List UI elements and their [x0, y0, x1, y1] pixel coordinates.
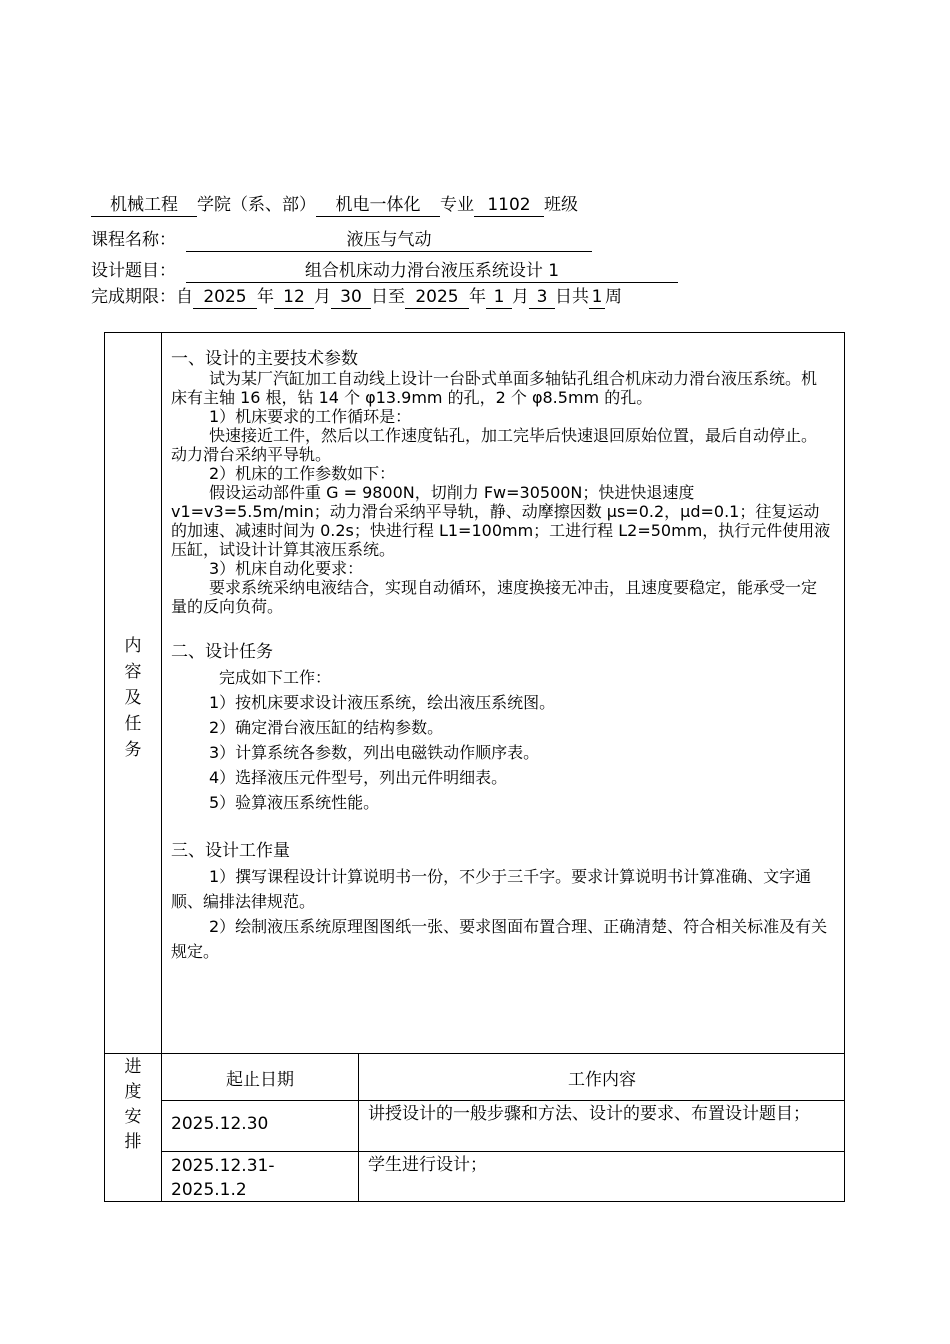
- section3-paragraph: 2）绘制液压系统原理图图纸一张、要求图面布置合理、正确清楚、符合相关标准及有关规定。: [171, 917, 828, 961]
- section1-title: 一、设计的主要技术参数: [171, 349, 358, 369]
- college-label: 学院（系、部）: [197, 195, 316, 215]
- topic-line: [91, 259, 678, 283]
- day-total: 日共: [555, 287, 589, 307]
- month-char-2: 月: [512, 287, 529, 307]
- schedule-section-label: 进 度 安 排: [124, 1057, 142, 1152]
- start-year: 2025: [193, 286, 257, 309]
- section1-paragraph: 要求系统采纳电液结合，实现自动循环，速度换接无冲击，且速度要稳定，能承受一定量的反向负荷。: [171, 578, 818, 616]
- year-char: 年: [257, 287, 274, 307]
- start-month: 12: [274, 286, 314, 309]
- list-item: 2）确定滑台液压缸的结构参数。: [209, 718, 444, 737]
- college-value: 机械工程: [91, 194, 197, 217]
- schedule-row-work: 讲授设计的一般步骤和方法、设计的要求、布置设计题目；: [368, 1104, 810, 1124]
- section2-intro: 完成如下工作：: [219, 668, 332, 687]
- start-day: 30: [331, 286, 371, 309]
- list-item: 5）验算液压系统性能。: [209, 793, 380, 812]
- class-value: 1102: [474, 194, 544, 217]
- content-section-label: 内 容 及 任 务: [124, 636, 142, 760]
- section1-paragraph: 快速接近工件，然后以工作速度钻孔，加工完毕后快速退回原始位置，最后自动停止。动力滑台采纳平导轨。: [171, 426, 818, 464]
- section1-heading-params: 2）机床的工作参数如下：: [209, 464, 396, 483]
- year-char-2: 年: [469, 287, 486, 307]
- section3-title: 三、设计工作量: [171, 841, 290, 861]
- course-value: 液压与气动: [186, 229, 592, 252]
- course-label: 课程名称：: [91, 230, 176, 250]
- table-divider-schedule-header: [161, 1100, 845, 1101]
- table-divider-schedule-row: [161, 1151, 845, 1152]
- schedule-row-work: 学生进行设计；: [368, 1155, 487, 1175]
- section1-heading-cycle: 1）机床要求的工作循环是：: [209, 407, 412, 426]
- section2-title: 二、设计任务: [171, 642, 273, 662]
- major-label: 专业: [440, 195, 474, 215]
- month-char: 月: [314, 287, 331, 307]
- class-label: 班级: [544, 195, 578, 215]
- list-item: 4）选择液压元件型号，列出元件明细表。: [209, 768, 508, 787]
- end-month: 1: [486, 286, 512, 309]
- period-label: 完成期限：自: [91, 287, 193, 307]
- list-item: 3）计算系统各参数，列出电磁铁动作顺序表。: [209, 743, 540, 762]
- header-class-line: [91, 193, 578, 217]
- day-to: 日至: [371, 287, 405, 307]
- end-day: 3: [529, 286, 555, 309]
- topic-label: 设计题目：: [91, 261, 176, 281]
- weeks-value: 1: [589, 286, 605, 309]
- schedule-row-date: 2025.12.31-2025.1.2: [171, 1156, 275, 1200]
- section1-heading-automation: 3）机床自动化要求：: [209, 559, 364, 578]
- end-year: 2025: [405, 286, 469, 309]
- course-line: [91, 228, 592, 252]
- major-value: 机电一体化: [316, 194, 440, 217]
- week-char: 周: [605, 287, 622, 307]
- section1-paragraph: 试为某厂汽缸加工自动线上设计一台卧式单面多轴钻孔组合机床动力滑台液压系统。机床有主轴 16 根，钻 14 个 φ13.9mm 的孔，2 个 φ8.5mm 的孔。: [171, 369, 818, 407]
- section3-paragraph: 1）撰写课程设计计算说明书一份，不少于三千字。要求计算说明书计算准确、文字通顺、编排法律规范。: [171, 867, 812, 911]
- schedule-col-work: 工作内容: [568, 1070, 636, 1090]
- schedule-col-date: 起止日期: [226, 1070, 294, 1090]
- section1-paragraph: 假设运动部件重 G = 9800N，切削力 Fw=30500N；快进快退速度 v1=v3=5.5m/min；动力滑台采纳平导轨，静、动摩擦因数 μs=0.2，μd=0.1；往复运动的加速、减速时间为 0.2s；快进行程 L1=100mm；工进行程 L2=50mm，执行元件使用液压缸，试设计计算其液压系统。: [171, 483, 831, 559]
- table-divider-content-schedule: [104, 1053, 845, 1054]
- topic-value: 组合机床动力滑台液压系统设计 1: [186, 260, 678, 283]
- content-area: [171, 350, 831, 964]
- schedule-row-date: 2025.12.30: [171, 1114, 269, 1134]
- period-line: [91, 285, 622, 309]
- list-item: 1）按机床要求设计液压系统，绘出液压系统图。: [209, 693, 556, 712]
